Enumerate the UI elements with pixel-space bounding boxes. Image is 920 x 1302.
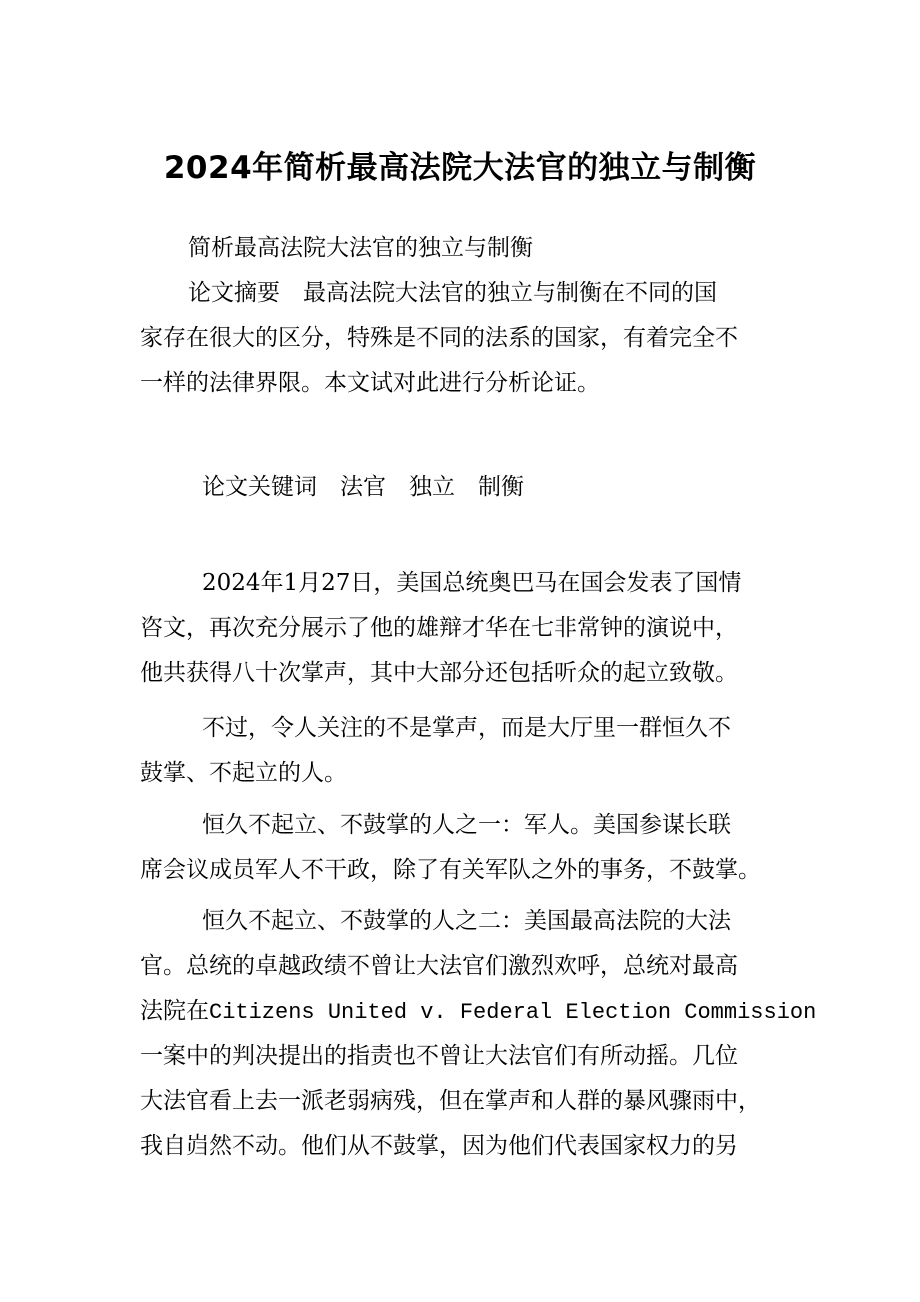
subtitle: 简析最高法院大法官的独立与制衡 [188, 235, 533, 261]
case-prefix: 法院在 [140, 998, 209, 1024]
paragraph-line: 咨文，再次充分展示了他的雄辩才华在七非常钟的演说中， [140, 615, 738, 641]
body-paragraph-1 [140, 561, 790, 696]
keywords-paragraph [140, 465, 790, 510]
abstract-line: 一样的法律界限。本文试对此进行分析论证。 [140, 370, 600, 396]
paragraph-line-case [140, 989, 817, 1034]
paragraph-line: 2024年1月27日，美国总统奥巴马在国会发表了国情 [202, 570, 742, 596]
abstract-line: 家存在很大的区分，特殊是不同的法系的国家，有着完全不 [140, 325, 738, 351]
body-paragraph-4 [140, 899, 817, 1169]
keywords-line: 论文关键词 法官 独立 制衡 [202, 474, 524, 500]
paragraph-line: 他共获得八十次掌声，其中大部分还包括听众的起立致敬。 [140, 660, 738, 686]
abstract-line: 论文摘要 最高法院大法官的独立与制衡在不同的国 [188, 280, 717, 306]
paragraph-line: 我自岿然不动。他们从不鼓掌，因为他们代表国家权力的另 [140, 1133, 738, 1159]
abstract-paragraph [140, 271, 790, 406]
body-paragraph-2 [140, 706, 790, 796]
paragraph-line: 恒久不起立、不鼓掌的人之一：军人。美国参谋长联 [202, 812, 731, 838]
paragraph-line: 大法官看上去一派老弱病残，但在掌声和人群的暴风骤雨中， [140, 1088, 761, 1114]
paragraph-line: 鼓掌、不起立的人。 [140, 760, 347, 786]
body-paragraph-3 [140, 803, 790, 893]
subtitle-block [140, 226, 790, 271]
paragraph-line: 恒久不起立、不鼓掌的人之二：美国最高法院的大法 [202, 908, 731, 934]
case-name: Citizens United v. Federal Election Commission [209, 1000, 817, 1025]
paragraph-line: 席会议成员军人不干政，除了有关军队之外的事务，不鼓掌。 [140, 857, 761, 883]
paragraph-line: 官。总统的卓越政绩不曾让大法官们激烈欢呼，总统对最高 [140, 953, 738, 979]
paragraph-line: 不过，令人关注的不是掌声，而是大厅里一群恒久不 [202, 715, 731, 741]
paragraph-line: 一案中的判决提出的指责也不曾让大法官们有所动摇。几位 [140, 1043, 738, 1069]
document-title: 2024年简析最高法院大法官的独立与制衡 [163, 150, 757, 186]
